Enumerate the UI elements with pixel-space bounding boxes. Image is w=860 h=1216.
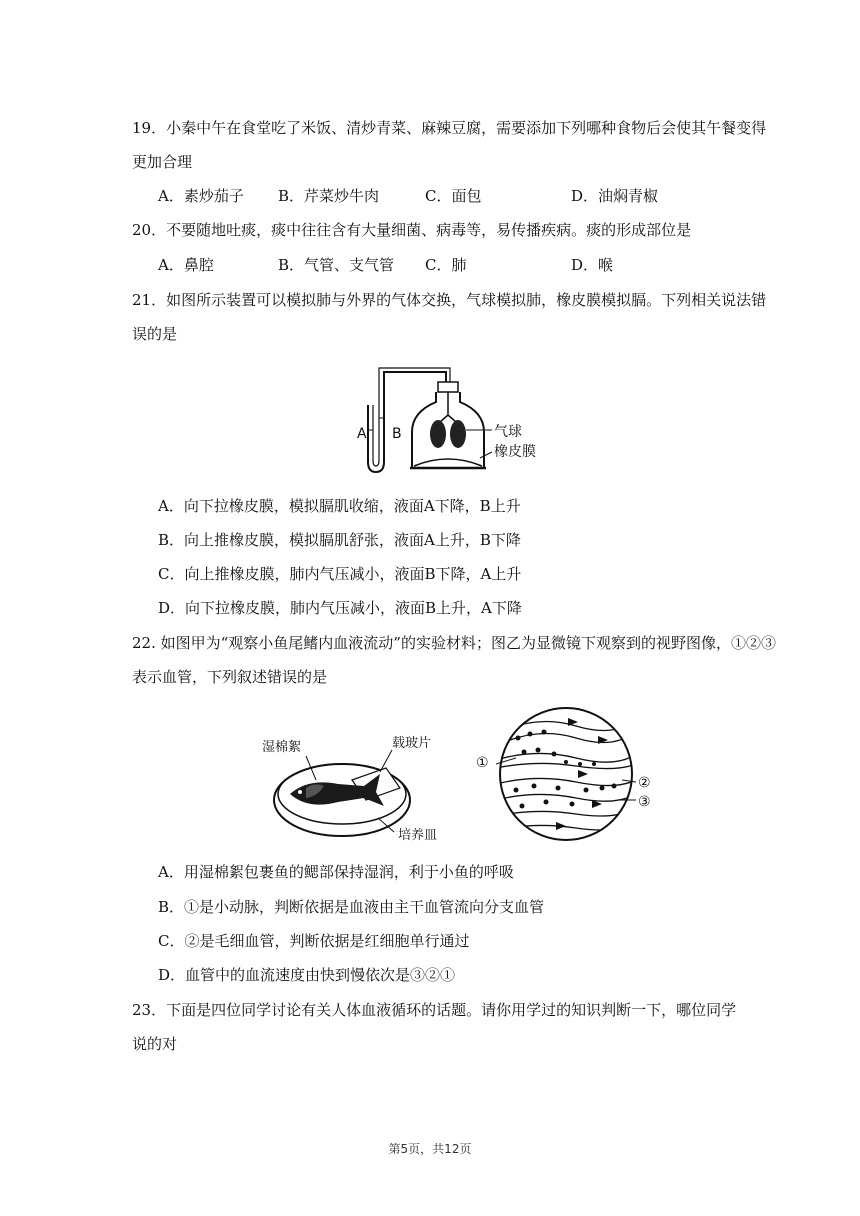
q21-option-b: B．向上推橡皮膜，模拟膈肌舒张，液面A上升，B下降 — [158, 531, 521, 549]
q21-label-a: A — [357, 426, 367, 442]
q22-label-vessel-1: ① — [476, 755, 489, 771]
q22-label-dish: 培养皿 — [398, 828, 438, 843]
q20-option-b: B．气管、支气管 — [278, 256, 395, 274]
q20-option-c: C．肺 — [425, 256, 467, 274]
q22-label-slide: 载玻片 — [392, 736, 432, 751]
q21-label-membrane: 橡皮膜 — [494, 444, 536, 460]
q22-stem-line1: 22. 如图甲为“观察小鱼尾鳍内血液流动”的实验材料；图乙为显微镜下观察到的视野图像，①②③ — [132, 634, 776, 652]
q22-microscope-view-figure — [496, 704, 636, 844]
q22-label-vessel-2: ② — [638, 775, 651, 791]
q22-option-a: A．用湿棉絮包裹鱼的鳃部保持湿润，利于小鱼的呼吸 — [158, 863, 514, 881]
q21-label-b: B — [392, 426, 402, 442]
q21-stem-line2: 误的是 — [132, 325, 178, 343]
q19-option-a: A．素炒茄子 — [158, 187, 244, 205]
q22-option-d: D．血管中的血流速度由快到慢依次是③②① — [158, 966, 456, 984]
q20-stem: 20．不要随地吐痰，痰中往往含有大量细菌、病毒等，易传播疾病。痰的形成部位是 — [132, 221, 692, 239]
page-footer: 第5页，共12页 — [388, 1142, 472, 1156]
q19-stem-line2: 更加合理 — [132, 153, 193, 171]
q22-option-c: C．②是毛细血管，判断依据是红细胞单行通过 — [158, 932, 470, 950]
q21-stem-line1: 21．如图所示装置可以模拟肺与外界的气体交换，气球模拟肺，橡皮膜模拟膈。下列相关说法错 — [132, 291, 767, 309]
q21-option-c: C．向上推橡皮膜，肺内气压减小，液面B下降，A上升 — [158, 565, 522, 583]
q19-option-c: C．面包 — [425, 187, 482, 205]
q22-option-b: B．①是小动脉，判断依据是血液由主干血管流向分支血管 — [158, 898, 545, 916]
q22-label-vessel-3: ③ — [638, 794, 651, 810]
q23-stem-line2: 说的对 — [132, 1035, 178, 1053]
q22-stem-line2: 表示血管，下列叙述错误的是 — [132, 668, 328, 686]
q19-option-d: D．油焖青椒 — [571, 187, 659, 205]
q19-option-b: B．芹菜炒牛肉 — [278, 187, 380, 205]
q20-option-a: A．鼻腔 — [158, 256, 214, 274]
q22-label-cotton: 湿棉絮 — [262, 740, 302, 755]
q19-stem-line1: 19．小秦中午在食堂吃了米饭、清炒青菜、麻辣豆腐，需要添加下列哪种食物后会使其午餐变得 — [132, 119, 767, 137]
q20-option-d: D．喉 — [571, 256, 614, 274]
q21-option-a: A．向下拉橡皮膜，模拟膈肌收缩，液面A下降，B上升 — [158, 497, 521, 515]
q21-option-d: D．向下拉橡皮膜，肺内气压减小，液面B上升，A下降 — [158, 599, 522, 617]
q23-stem-line1: 23．下面是四位同学讨论有关人体血液循环的话题。请你用学过的知识判断一下，哪位同学 — [132, 1001, 737, 1019]
q21-label-balloon: 气球 — [494, 424, 522, 440]
